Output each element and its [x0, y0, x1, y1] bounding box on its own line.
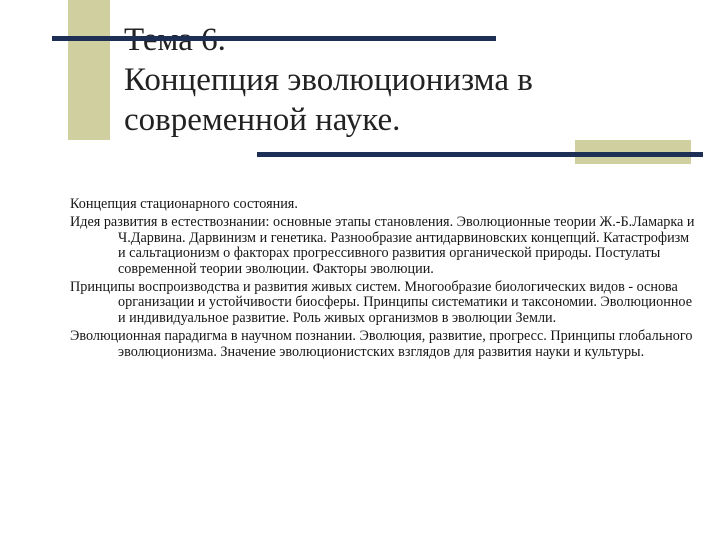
title-line-2: Концепция эволюционизма в — [124, 62, 533, 98]
topic-item-stationary-state: Концепция стационарного состояния. — [70, 196, 298, 212]
title-line-3: современной науке. — [124, 102, 401, 138]
topic-item-evolution-idea: Идея развития в естествознании: основные этапы становления. Эволюционные теории Ж.-Б.Ламарка и Ч.Дарвина. Дарвинизм и генетика. Разнообразие антидарвиновских концепций. Катастрофизм и сальтационизм о факторах прогрессивного развития органической природы. Постулаты современной теории эволюции. Факторы эволюции. — [70, 214, 695, 277]
topic-list — [70, 197, 695, 363]
decorative-block-left — [68, 0, 110, 140]
topic-item-evolutionary-paradigm: Эволюционная парадигма в научном познании. Эволюция, развитие, прогресс. Принципы глобального эволюционизма. Значение эволюционистских взглядов для развития науки и культуры. — [70, 328, 693, 360]
title-rule-bottom — [257, 152, 703, 157]
title-rule-top — [52, 36, 496, 41]
topic-item-living-systems: Принципы воспроизводства и развития живых систем. Многообразие биологических видов - основа организации и устойчивости биосферы. Принципы систематики и таксономии. Эволюционное и индивидуальное развитие. Роль живых организмов в эволюции Земли. — [70, 279, 692, 326]
